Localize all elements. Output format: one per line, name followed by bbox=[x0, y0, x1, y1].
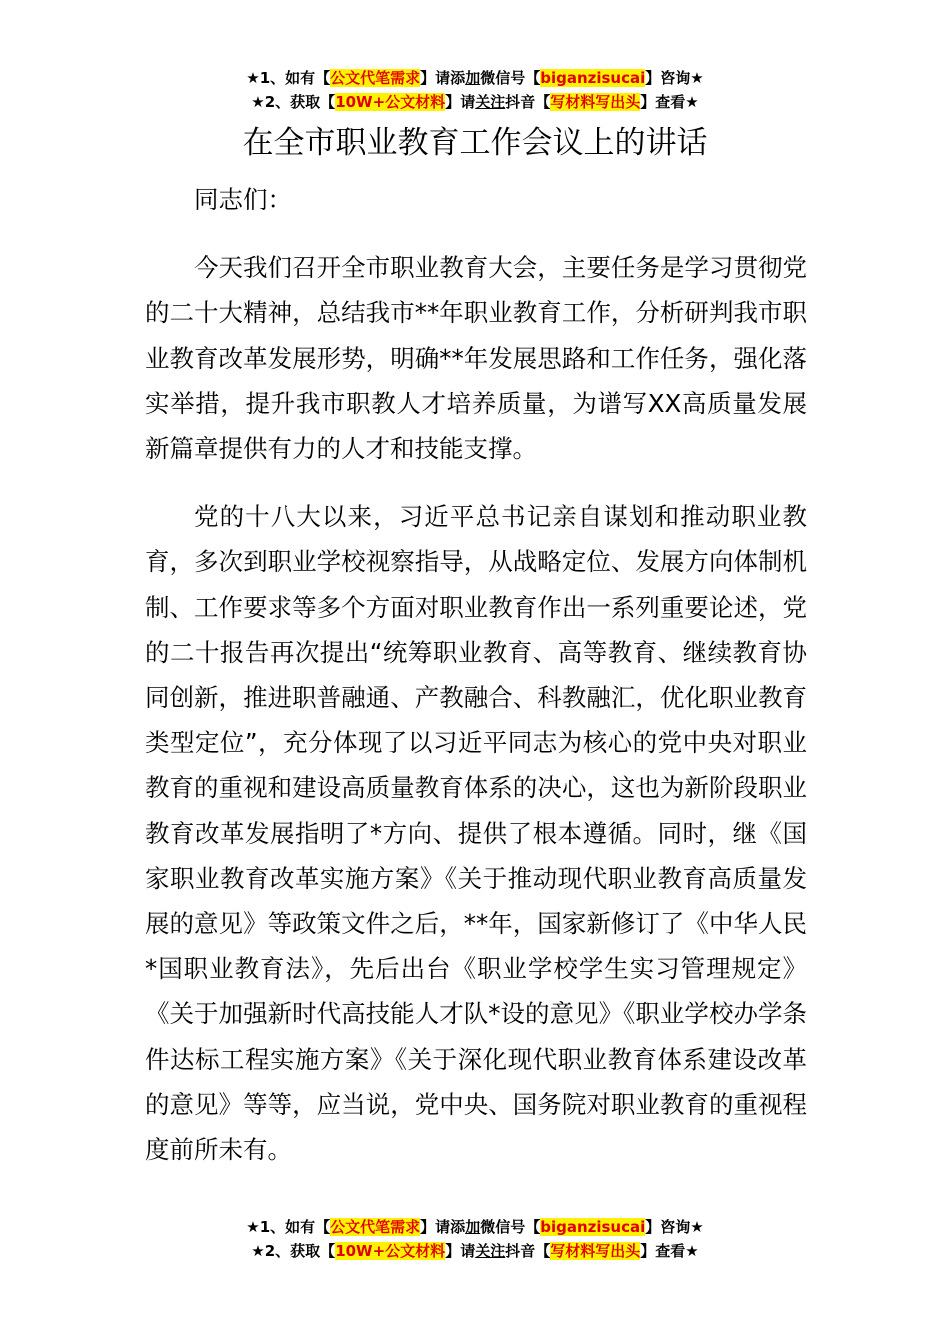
promo-underlined-text: 加 bbox=[465, 69, 481, 87]
greeting: 同志们： bbox=[194, 185, 292, 214]
promo-highlight: 公文代笔需求 bbox=[330, 69, 421, 87]
promo-wechat-id: biganzisucai bbox=[540, 1218, 646, 1236]
footer-promo-line-2 bbox=[0, 1239, 950, 1263]
promo-douyin-id: 写材料写出头 bbox=[550, 1242, 641, 1260]
promo-text: 】查看★ bbox=[640, 1242, 699, 1260]
promo-text: 抖音【 bbox=[505, 1242, 551, 1260]
promo-text: ★2、获取【 bbox=[251, 93, 336, 111]
promo-text: ★1、如有【 bbox=[246, 69, 331, 87]
footer-promo-line-1 bbox=[0, 1215, 950, 1239]
promo-text: 】请 bbox=[445, 93, 476, 111]
promo-text: 】请添 bbox=[420, 1218, 466, 1236]
paragraph-2: 党的十八大以来，习近平总书记亲自谋划和推动职业教育，多次到职业学校视察指导，从战略定位、发展方向体制机制、工作要求等多个方面对职业教育作出一系列重要论述，党的二十报告再次提出“统筹职业教育、高等教育、继续教育协同创新，推进职普融通、产教融合、科教融汇，优化职业教育类型定位”，充分体现了以习近平同志为核心的党中央对职业教育的重视和建设高质量教育体系的决心，这也为新阶段职业教育改革发展指明了*方向、提供了根本遵循。同时，继《国家职业教育改革实施方案》《关于推动现代职业教育高质量发展的意见》等政策文件之后，**年，国家新修订了《中华人民*国职业教育法》，先后出台《职业学校学生实习管理规定》《关于加强新时代高技能人才队*设的意见》《职业学校办学条件达标工程实施方案》《关于深化现代职业教育体系建设改革的意见》等等，应当说，党中央、国务院对职业教育的重视程度前所未有。 bbox=[145, 502, 807, 1165]
promo-underlined-text: 加 bbox=[465, 1218, 481, 1236]
page-title: 在全市职业教育工作会议上的讲话 bbox=[242, 125, 708, 161]
promo-text: 】咨询★ bbox=[645, 1218, 704, 1236]
promo-text: 】请添 bbox=[420, 69, 466, 87]
promo-text: 微信号【 bbox=[480, 1218, 541, 1236]
promo-wechat-id: biganzisucai bbox=[540, 69, 646, 87]
header-promo bbox=[0, 66, 950, 114]
promo-text: 】查看★ bbox=[640, 93, 699, 111]
header-promo-line-2 bbox=[0, 90, 950, 114]
header-promo-line-1 bbox=[0, 66, 950, 90]
paragraph-1: 今天我们召开全市职业教育大会，主要任务是学习贯彻党的二十大精神，总结我市**年职业教育工作，分析研判我市职业教育改革发展形势，明确**年发展思路和工作任务，强化落实举措，提升我市职教人才培养质量，为谱写XX高质量发展新篇章提供有力的人才和技能支撑。 bbox=[145, 253, 807, 464]
promo-highlight: 10W+公文材料 bbox=[335, 93, 446, 111]
promo-underlined-text: 关注 bbox=[475, 1242, 506, 1260]
promo-text: 抖音【 bbox=[505, 93, 551, 111]
promo-highlight: 公文代笔需求 bbox=[330, 1218, 421, 1236]
document-body bbox=[145, 177, 807, 1195]
footer-promo bbox=[0, 1215, 950, 1263]
promo-text: ★2、获取【 bbox=[251, 1242, 336, 1260]
promo-highlight: 10W+公文材料 bbox=[335, 1242, 446, 1260]
promo-underlined-text: 关注 bbox=[475, 93, 506, 111]
promo-text: 】咨询★ bbox=[645, 69, 704, 87]
promo-text: ★1、如有【 bbox=[246, 1218, 331, 1236]
promo-text: 】请 bbox=[445, 1242, 476, 1260]
promo-text: 微信号【 bbox=[480, 69, 541, 87]
promo-douyin-id: 写材料写出头 bbox=[550, 93, 641, 111]
